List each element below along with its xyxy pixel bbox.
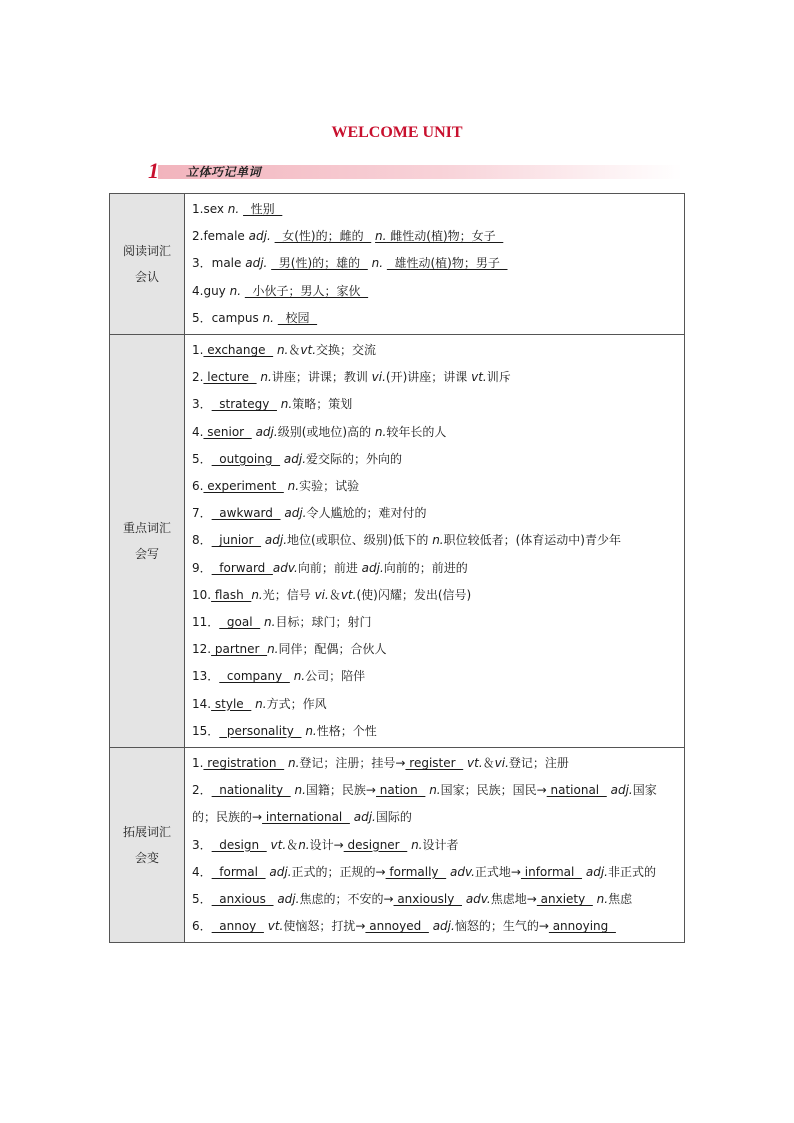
item-text: (使)闪耀；发出(信号) [356,587,472,602]
answer-text: register [405,756,464,771]
item-text: 性格；个性 [316,723,377,738]
item-text: 6． [192,919,212,934]
item-text: 训斥 [486,370,511,385]
answer-text: senior [203,424,252,439]
item-text: ＆ [286,837,299,852]
category-label: 重点词汇 [122,521,171,536]
part-of-speech: vt. [267,919,284,934]
part-of-speech: n. [287,756,300,771]
vocab-item [192,223,680,250]
part-of-speech: n. [229,283,242,298]
item-text: 爱交际的；外向的 [306,451,403,466]
vocab-item [192,196,680,223]
answer-text: goal [219,615,261,630]
answer-text: nationality [211,783,291,798]
part-of-speech: n. [432,533,444,548]
item-text: 4. [192,424,204,439]
vocab-item [192,750,680,777]
section-row [110,335,685,748]
vocab-item [192,364,680,391]
item-text: 4.guy [192,283,230,298]
answer-text: 男(性)的；雄的 [271,256,368,271]
answer-text: design [211,837,267,852]
part-of-speech: vt. [300,343,317,358]
item-text: 国籍；民族→ [305,783,376,798]
part-of-speech: adj. [361,560,384,575]
vocab-item [192,832,680,859]
part-of-speech: vt. [270,837,287,852]
item-text: 登记；注册；挂号→ [299,756,406,771]
item-text: 4． [192,864,212,879]
answer-text: 性别 [243,202,283,216]
part-of-speech: n. [280,397,293,412]
part-of-speech: n. [293,669,306,684]
item-text: 1. [192,756,204,771]
part-of-speech: n. [267,642,279,657]
answer-text: n. [375,229,387,244]
vocab-item [192,419,680,446]
section-banner [148,158,682,183]
answer-text: national [546,783,607,798]
part-of-speech: vt. [471,370,487,385]
item-text: 同伴；配偶；合伙人 [278,642,387,657]
vocabulary-table-body [110,194,685,943]
answer-text: style [211,696,252,711]
item-text: 14. [192,696,212,711]
answer-text: partner [211,642,268,657]
item-text: 3． [192,837,212,852]
item-text: 正式的；正规的→ [291,864,386,879]
item-text: 光；信号 [262,587,315,602]
answer-text: outgoing [211,451,281,466]
item-text: ＆ [482,756,495,771]
item-text: ＆ [288,343,301,358]
answer-text: formally [385,864,447,879]
part-of-speech: adj. [269,864,292,879]
part-of-speech: n. [294,783,306,798]
part-of-speech: adj. [432,919,455,934]
part-of-speech: adj. [248,229,271,244]
vocab-item [192,391,680,418]
item-text: 焦虑的；不安的→ [299,892,394,907]
part-of-speech: adj. [353,810,376,825]
item-text: 国家的；民族的→ [192,783,657,825]
item-text: 15． [192,723,220,738]
vocab-item [192,777,680,831]
vocab-item [192,913,680,940]
item-text: 设计者 [422,837,459,852]
item-text: 国际的 [375,810,412,825]
part-of-speech: n. [227,202,240,216]
item-text: 交换；交流 [316,343,377,358]
part-of-speech: vi. [494,756,509,771]
answer-text: 雌性动(植)物；女子 [386,229,504,244]
part-of-speech: n. [374,424,387,439]
item-text: 1.sex [192,202,228,216]
answer-text: informal [520,864,583,879]
part-of-speech: adj. [284,506,307,521]
part-of-speech: adj. [277,892,300,907]
part-of-speech: n. [255,696,267,711]
item-text: (开)讲座；讲课 [385,370,472,385]
item-text: 公司；陪伴 [305,669,366,684]
answer-text: junior [211,533,262,548]
section-row [110,194,685,335]
answer-text: anxiously [393,892,462,907]
vocabulary-table [109,193,685,943]
category-label: 会变 [134,851,159,866]
part-of-speech: n. [429,783,441,798]
item-text: 焦虑地→ [490,892,537,907]
item-text: 5．campus [192,310,263,325]
item-text: 登记；注册 [508,756,569,771]
part-of-speech: adv. [465,892,491,907]
item-text: 焦虑 [608,892,633,907]
item-text: 设计→ [309,837,344,852]
answer-text: anxious [211,892,274,907]
answer-text: awkward [211,506,281,521]
item-text: 3．male [192,256,246,271]
part-of-speech: n. [371,256,384,271]
part-of-speech: n. [287,479,300,494]
item-text: 5． [192,451,212,466]
part-of-speech: vi. [371,370,386,385]
category-label: 会写 [134,547,159,562]
item-text: 2.female [192,229,249,244]
part-of-speech: n. [251,587,263,602]
item-text: 实验；试验 [299,479,360,494]
item-text: 1. [192,343,204,358]
part-of-speech: adv. [272,560,298,575]
part-of-speech: adj. [283,451,307,466]
items-cell [185,335,685,748]
answer-text: annoying [548,919,616,934]
answer-text: international [262,810,350,825]
item-text: 目标；球门；射门 [275,615,372,630]
answer-text: anxiety [536,892,593,907]
answer-text: 雄性动(植)物；男子 [386,256,508,271]
answer-text: flash [211,587,252,602]
part-of-speech: adv. [449,864,475,879]
item-text: 地位(或职位、级别)低下的 [287,533,433,548]
vocab-item [192,305,680,332]
item-text: ＆ [328,587,341,602]
item-text: 较年长的人 [386,424,447,439]
item-text: 2． [192,783,212,798]
answer-text: company [219,669,290,684]
part-of-speech: vi. [314,587,329,602]
item-text: 10. [192,587,212,602]
vocab-item [192,582,680,609]
answer-text: strategy [211,397,277,412]
part-of-speech: adj. [264,533,288,548]
item-text: 11． [192,615,220,630]
banner-number: 1 [148,158,159,183]
item-text: 级别(或地位)高的 [277,424,375,439]
vocab-item [192,609,680,636]
vocab-item [192,527,680,554]
part-of-speech: n. [298,837,310,852]
part-of-speech: adj. [245,256,268,271]
item-text: 恼怒的；生气的→ [454,919,549,934]
vocab-item [192,278,680,305]
item-text: 令人尴尬的；难对付的 [306,506,427,521]
vocab-item [192,555,680,582]
part-of-speech: n. [276,343,289,358]
item-text: 7． [192,506,212,521]
part-of-speech: n. [260,370,272,385]
part-of-speech: vt. [340,587,357,602]
part-of-speech: adj. [610,783,633,798]
page-title: WELCOME UNIT [331,124,463,141]
part-of-speech: n. [305,723,317,738]
answer-text: annoy [211,919,264,934]
vocab-item [192,473,680,500]
part-of-speech: n. [264,615,276,630]
item-text: 非正式的 [607,864,656,879]
answer-text: nation [375,783,426,798]
vocab-item [192,337,680,364]
banner-label: 立体巧记单词 [186,165,262,179]
vocab-item [192,691,680,718]
category-label: 阅读词汇 [122,244,171,258]
part-of-speech: vt. [467,756,483,771]
answer-text: experiment [203,479,284,494]
item-text: 策略；策划 [292,397,353,412]
item-text: 13． [192,669,220,684]
category-label: 会认 [134,270,159,284]
item-text: 职位较低者；(体育运动中)青少年 [443,533,621,548]
item-text: 8． [192,533,212,548]
item-text: 向前；前进 [297,560,362,575]
answer-text: 小伙子；男人；家伙 [244,283,369,298]
items-cell [185,748,685,943]
item-text: 国家；民族；国民→ [440,783,547,798]
answer-text: forward [211,560,273,575]
section-row [110,748,685,943]
vocab-item [192,250,680,277]
answer-text: annoyed [365,919,429,934]
answer-text: personality [219,723,302,738]
item-text: 正式地→ [474,864,521,879]
item-text: 3． [192,397,212,412]
vocab-item [192,663,680,690]
category-cell [110,335,185,748]
item-text: 2. [192,370,204,385]
item-text: 5． [192,892,212,907]
part-of-speech: adj. [255,424,278,439]
vocab-item [192,718,680,745]
vocab-item [192,859,680,886]
item-text: 向前的；前进的 [383,560,468,575]
category-label: 拓展词汇 [122,825,171,840]
item-text: 6. [192,479,204,494]
vocab-item [192,636,680,663]
answer-text: 女(性)的；雌的 [274,229,372,244]
part-of-speech: n. [262,310,274,325]
answer-text: registration [203,756,285,771]
part-of-speech: n. [411,837,423,852]
item-text: 方式；作风 [266,696,327,711]
answer-text: designer [343,837,408,852]
vocab-item [192,886,680,913]
vocab-item [192,500,680,527]
answer-text: exchange [203,343,274,358]
item-text: 使恼怒；打扰→ [283,919,366,934]
category-cell [110,194,185,335]
answer-text: formal [211,864,266,879]
category-cell [110,748,185,943]
vocab-item [192,446,680,473]
answer-text: lecture [203,370,257,385]
part-of-speech: adj. [585,864,608,879]
item-text: 9． [192,560,212,575]
item-text: 12. [192,642,212,657]
answer-text: 校园 [277,310,318,325]
part-of-speech: n. [596,892,609,907]
item-text: 讲座；讲课；教训 [271,370,372,385]
items-cell [185,194,685,335]
